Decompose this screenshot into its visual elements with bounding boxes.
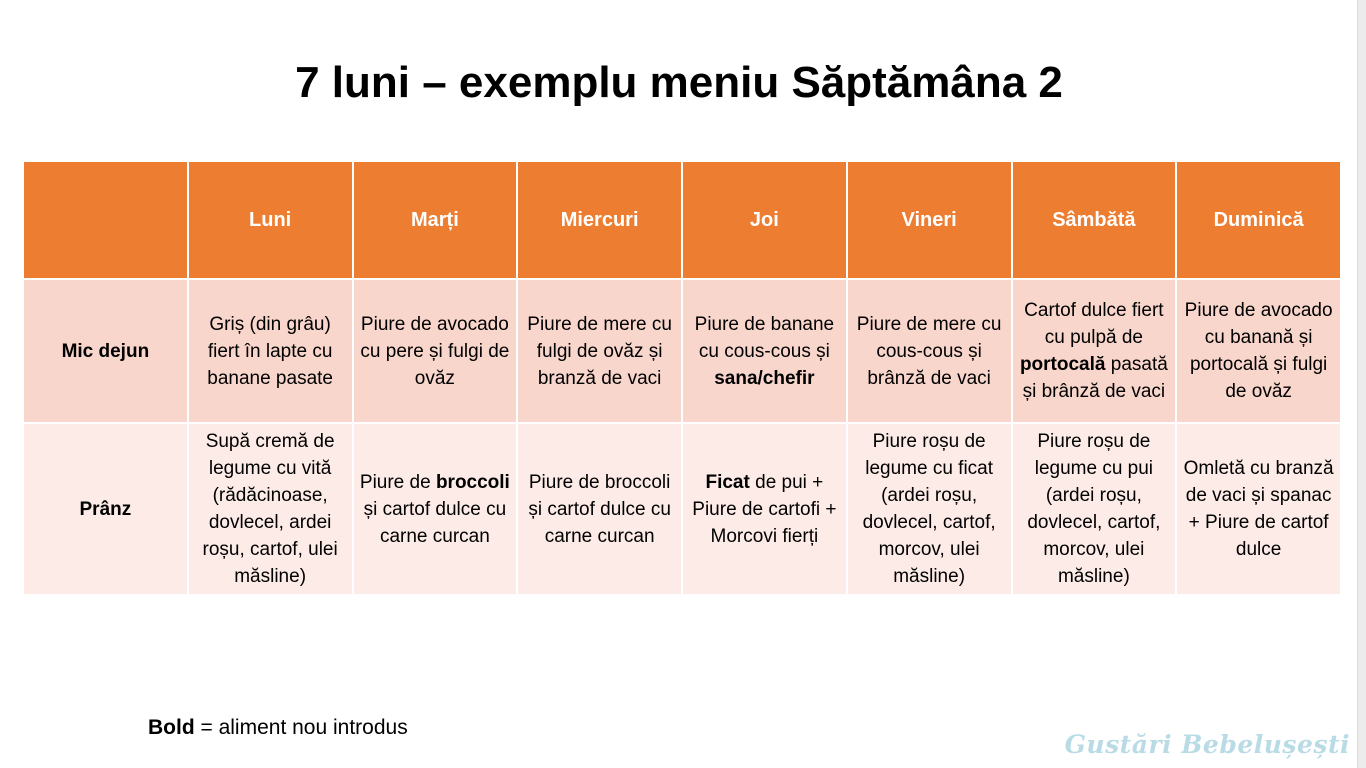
menu-cell <box>188 279 353 423</box>
cell-text-segment: Supă cremă de legume cu vită (rădăcinoase, dovlecel, ardei roșu, cartof, ulei măsline) <box>202 431 338 587</box>
day-header-marti: Marți <box>353 161 518 279</box>
new-food-highlight: broccoli <box>435 471 510 493</box>
menu-cell <box>188 423 353 595</box>
cell-text-segment: Piure de mere cu cous-cous și brânză de vaci <box>856 313 1002 389</box>
menu-cell <box>1012 279 1177 423</box>
cell-text-segment: Piure de avocado cu pere și fulgi de ovăz <box>360 313 510 389</box>
slide-title: 7 luni – exemplu meniu Săptămâna 2 <box>295 58 1063 107</box>
day-header-miercuri: Miercuri <box>517 161 682 279</box>
cell-text-segment: Piure de mere cu fulgi de ovăz și branză de vaci <box>527 313 672 389</box>
bold-legend <box>148 716 408 740</box>
new-food-highlight: Ficat <box>705 471 750 493</box>
corner-cell <box>23 161 188 279</box>
menu-cell <box>517 279 682 423</box>
cell-text-segment: Piure roșu de legume cu ficat (ardei roșu, dovlecel, cartof, morcov, ulei măsline) <box>862 431 996 587</box>
day-header-sambata: Sâmbătă <box>1012 161 1177 279</box>
new-food-highlight: portocală <box>1019 354 1106 375</box>
cell-text-segment: Piure de avocado cu banană și portocală și fulgi de ovăz <box>1184 300 1333 402</box>
cell-text-segment: Piure de banane cu cous-cous și <box>694 313 835 362</box>
legend-bold-word: Bold <box>148 716 195 739</box>
menu-cell <box>847 279 1012 423</box>
cell-text-segment: Omletă cu branză de vaci și spanac + Piure de cartof dulce <box>1183 458 1334 560</box>
header-row <box>23 161 1341 279</box>
menu-cell <box>1176 279 1341 423</box>
meal-label-pranz: Prânz <box>23 423 188 595</box>
row-pranz <box>23 423 1341 595</box>
cell-text-segment: și cartof dulce cu carne curcan <box>363 498 507 547</box>
cell-text-segment: Cartof dulce fiert cu pulpă de <box>1024 300 1164 348</box>
cell-text-segment: Piure roșu de legume cu pui (ardei roșu, dovlecel, cartof, morcov, ulei măsline) <box>1027 431 1161 587</box>
weekly-menu-table <box>22 160 1342 596</box>
day-header-luni: Luni <box>188 161 353 279</box>
cell-text-segment: de pui + Piure de cartofi + Morcovi fierți <box>692 471 837 547</box>
cell-text-segment: Piure de broccoli și cartof dulce cu carne curcan <box>528 471 671 547</box>
menu-cell <box>517 423 682 595</box>
menu-cell <box>1012 423 1177 595</box>
cell-text-segment: Griș (din grâu) fiert în lapte cu banane pasate <box>207 313 333 389</box>
cell-text-segment: pasată și brânză de vaci <box>1022 354 1168 402</box>
menu-cell <box>682 423 847 595</box>
slide-edge <box>1357 0 1366 768</box>
legend-text: = aliment nou introdus <box>194 716 408 739</box>
new-food-highlight: sana/chefir <box>714 367 815 389</box>
day-header-joi: Joi <box>682 161 847 279</box>
meal-label-mic-dejun: Mic dejun <box>23 279 188 423</box>
menu-cell <box>682 279 847 423</box>
brand-watermark: Gustări Bebelușești <box>1064 730 1350 759</box>
day-header-vineri: Vineri <box>847 161 1012 279</box>
row-mic-dejun <box>23 279 1341 423</box>
menu-cell <box>847 423 1012 595</box>
menu-cell <box>353 423 518 595</box>
menu-cell <box>1176 423 1341 595</box>
menu-cell <box>353 279 518 423</box>
day-header-duminica: Duminică <box>1176 161 1341 279</box>
cell-text-segment: Piure de <box>359 471 436 493</box>
